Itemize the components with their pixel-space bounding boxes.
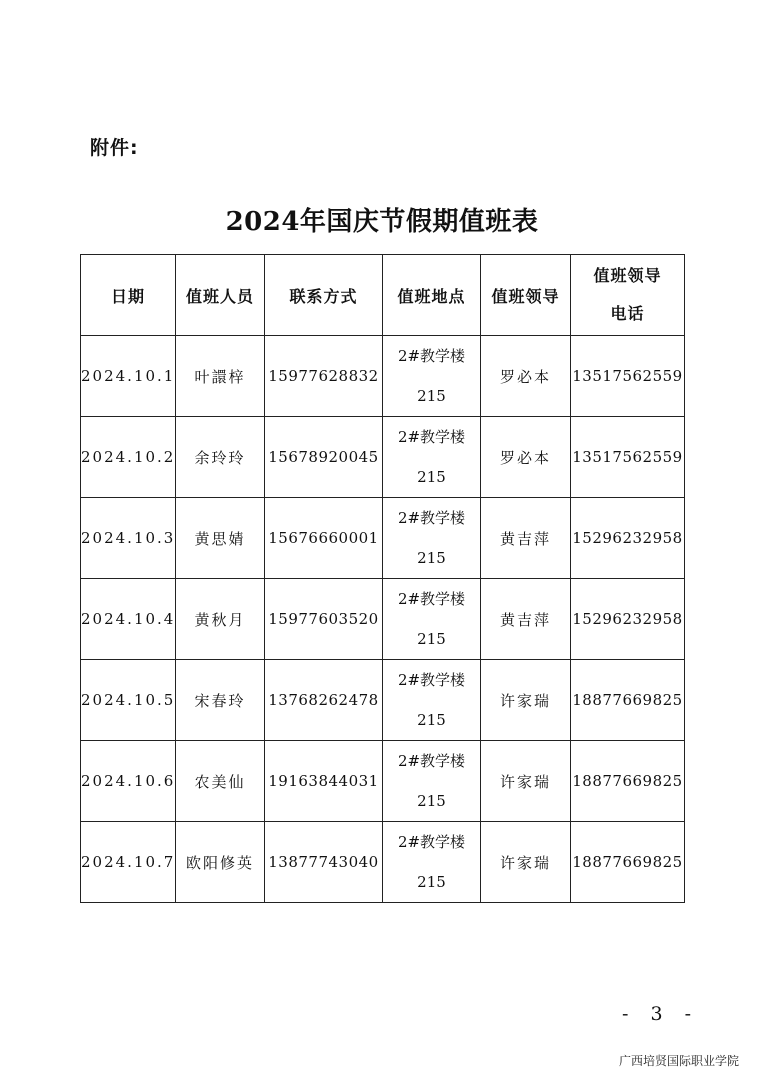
location-room: 215	[417, 387, 446, 405]
location-room: 215	[417, 873, 446, 891]
cell-staff: 宋春玲	[176, 660, 265, 741]
location-room: 215	[417, 711, 446, 729]
header-leader-phone	[571, 255, 685, 336]
cell-staff: 黄秋月	[176, 579, 265, 660]
cell-date: 2024.10.3	[81, 498, 176, 579]
header-leader-phone-line2: 电话	[610, 304, 645, 323]
cell-date: 2024.10.6	[81, 741, 176, 822]
table-row	[81, 336, 685, 417]
location-room: 215	[417, 468, 446, 486]
cell-contact: 13877743040	[265, 822, 383, 903]
cell-leader: 罗必本	[481, 336, 571, 417]
cell-contact: 15676660001	[265, 498, 383, 579]
cell-location	[383, 741, 481, 822]
cell-date: 2024.10.2	[81, 417, 176, 498]
cell-date: 2024.10.1	[81, 336, 176, 417]
table-row	[81, 498, 685, 579]
cell-date: 2024.10.5	[81, 660, 176, 741]
table-row	[81, 660, 685, 741]
cell-staff: 余玲玲	[176, 417, 265, 498]
cell-leader-phone: 15296232958	[571, 498, 685, 579]
cell-leader: 黄吉萍	[481, 498, 571, 579]
document-title: 2024年国庆节假期值班表	[225, 207, 539, 237]
cell-leader: 许家瑞	[481, 822, 571, 903]
cell-leader-phone: 15296232958	[571, 579, 685, 660]
location-building: 2#教学楼	[397, 671, 466, 689]
location-room: 215	[417, 792, 446, 810]
cell-staff: 黄思婧	[176, 498, 265, 579]
cell-staff: 欧阳修英	[176, 822, 265, 903]
footer-organization: 广西培贤国际职业学院	[619, 1054, 740, 1068]
cell-staff: 叶譞梓	[176, 336, 265, 417]
cell-date: 2024.10.7	[81, 822, 176, 903]
cell-contact: 15977603520	[265, 579, 383, 660]
header-contact: 联系方式	[265, 255, 383, 336]
header-leader: 值班领导	[481, 255, 571, 336]
table-row	[81, 741, 685, 822]
cell-contact: 13768262478	[265, 660, 383, 741]
location-building: 2#教学楼	[397, 590, 466, 608]
cell-contact: 15977628832	[265, 336, 383, 417]
header-location: 值班地点	[383, 255, 481, 336]
table-row	[81, 822, 685, 903]
cell-location	[383, 822, 481, 903]
table-row	[81, 417, 685, 498]
location-building: 2#教学楼	[397, 509, 466, 527]
cell-staff: 农美仙	[176, 741, 265, 822]
cell-leader-phone: 18877669825	[571, 822, 685, 903]
attachment-label: 附件:	[90, 137, 139, 159]
cell-location	[383, 498, 481, 579]
header-staff: 值班人员	[176, 255, 265, 336]
location-building: 2#教学楼	[397, 752, 466, 770]
location-room: 215	[417, 630, 446, 648]
table-header-row	[81, 255, 685, 336]
location-room: 215	[417, 549, 446, 567]
header-date: 日期	[81, 255, 176, 336]
cell-leader: 罗必本	[481, 417, 571, 498]
page-number: - 3 -	[622, 1003, 700, 1025]
location-building: 2#教学楼	[397, 347, 466, 365]
location-building: 2#教学楼	[397, 428, 466, 446]
cell-leader: 黄吉萍	[481, 579, 571, 660]
cell-location	[383, 417, 481, 498]
cell-leader-phone: 13517562559	[571, 336, 685, 417]
cell-leader-phone: 18877669825	[571, 741, 685, 822]
cell-location	[383, 660, 481, 741]
cell-location	[383, 579, 481, 660]
header-leader-phone-line1: 值班领导	[593, 266, 662, 285]
location-building: 2#教学楼	[397, 833, 466, 851]
cell-leader-phone: 18877669825	[571, 660, 685, 741]
duty-schedule-table	[80, 254, 685, 903]
cell-date: 2024.10.4	[81, 579, 176, 660]
cell-leader: 许家瑞	[481, 741, 571, 822]
table-row	[81, 579, 685, 660]
cell-location	[383, 336, 481, 417]
cell-leader: 许家瑞	[481, 660, 571, 741]
cell-leader-phone: 13517562559	[571, 417, 685, 498]
cell-contact: 15678920045	[265, 417, 383, 498]
cell-contact: 19163844031	[265, 741, 383, 822]
